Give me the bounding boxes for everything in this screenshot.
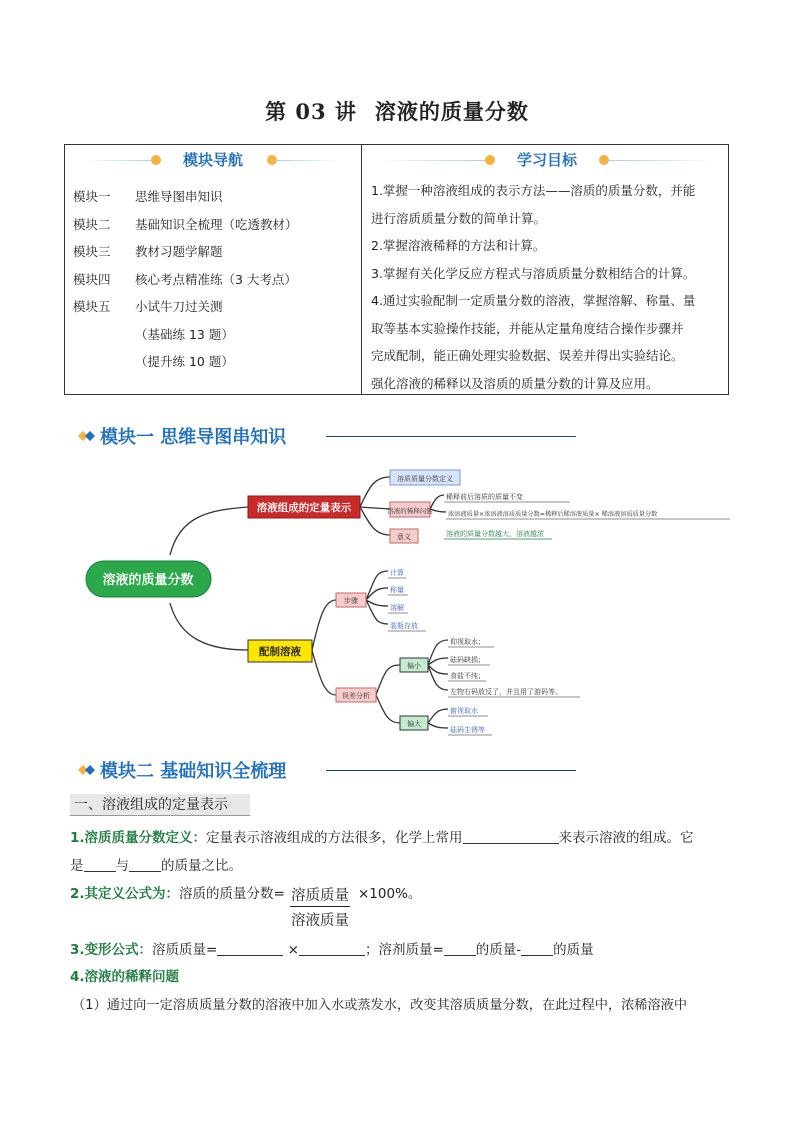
paragraph-label: 1.溶质质量分数定义： <box>70 830 207 846</box>
fill-blank[interactable] <box>444 941 476 956</box>
mindmap-branch-1-label: 溶液组成的定量表示 <box>256 502 352 514</box>
connector-line <box>428 665 448 690</box>
goal-line: 取等基本实验操作技能，并能从定量角度结合操作步骤并 <box>371 320 684 336</box>
paragraph-text: ；溶剂质量= <box>364 942 444 958</box>
mindmap-node-label: 偏大 <box>407 720 421 728</box>
header-line-left <box>377 160 489 161</box>
section-title: 模块二 基础知识全梳理 <box>100 761 287 782</box>
fill-blank[interactable] <box>84 857 116 872</box>
paragraph-label: 4.溶液的稀释问题 <box>70 969 180 985</box>
paragraph-1-cont <box>70 854 242 874</box>
paragraph-label: 2.其定义公式为： <box>70 886 180 902</box>
mindmap-node-label: 误差分析 <box>342 692 370 700</box>
lecture-topic: 溶液的质量分数 <box>374 99 529 124</box>
nav-header-label: 模块导航 <box>182 151 243 169</box>
fraction-denominator: 溶液质量 <box>291 913 349 929</box>
diamond-icon <box>78 429 96 443</box>
mindmap-node-label: 溶质质量分数定义 <box>397 475 453 483</box>
nav-item-key: 模块四 <box>73 271 111 287</box>
connector-line <box>360 477 390 507</box>
paragraph-5: （1）通过向一定溶质质量分数的溶液中加入水或蒸发水，改变其溶质质量分数，在此过程中，浓稀溶液中 <box>72 998 688 1013</box>
paragraph-text: 定量表示溶液组成的方法很多，化学上常用 <box>206 830 463 846</box>
section-header-1 <box>78 423 578 449</box>
goals-header <box>377 149 717 171</box>
nav-item-label: （提升练 10 题） <box>135 354 234 369</box>
paragraph-text: 的质量之比。 <box>161 858 242 874</box>
nav-item[interactable] <box>73 183 298 211</box>
nav-item-label: 核心考点精准练（3 大考点） <box>135 271 297 287</box>
mindmap-node-label: 溶液的稀释问题 <box>387 507 433 515</box>
mindmap-leaf-label: 溶解 <box>390 604 404 612</box>
nav-item-key: 模块二 <box>73 216 111 232</box>
nav-item-key: 模块一 <box>73 189 111 204</box>
mindmap-leaf-label: 左物右码放反了，并且用了游码等。 <box>450 688 562 696</box>
fill-blank[interactable] <box>217 941 283 956</box>
subsection-title: 一、溶液组成的定量表示 <box>70 794 250 816</box>
mindmap-node-label: 步骤 <box>344 597 358 605</box>
goals-header-label: 学习目标 <box>516 151 577 169</box>
paragraph-1 <box>70 826 694 846</box>
nav-item-key: 模块三 <box>73 244 111 259</box>
header-dot-left <box>151 155 161 165</box>
nav-item[interactable] <box>73 266 298 294</box>
mindmap-leaf-label: 装瓶存放 <box>390 622 418 630</box>
header-line-left <box>85 160 155 161</box>
nav-item[interactable] <box>73 211 298 239</box>
page-title <box>0 96 794 126</box>
paragraph-text: 的质量- <box>475 942 522 958</box>
connector-line <box>376 695 400 723</box>
mindmap-leaf-label: 浓溶液质量×浓溶液溶质质量分数=稀释后稀溶液质量× 稀溶液溶质质量分数 <box>448 511 658 518</box>
goal-line: 完成配制，能正确处理实验数据、误差并得出实验结论。 <box>371 348 684 363</box>
mindmap-leaf-label: 计算 <box>390 569 404 577</box>
paragraph-text: × <box>287 942 299 958</box>
mindmap-leaf-label: 稀释前后溶质的质量不变 <box>446 493 523 501</box>
table-divider <box>361 145 362 394</box>
mindmap-leaf-label: 仰视取水； <box>450 638 485 646</box>
header-line-right <box>607 160 717 161</box>
connector-line <box>376 665 400 695</box>
mindmap-leaf-label: 砝码生锈等 <box>450 726 485 734</box>
goal-line: 进行溶质质量分数的简单计算。 <box>371 210 547 226</box>
paragraph-text: 来表示溶液的组成。它 <box>558 830 694 846</box>
paragraph-3 <box>70 938 594 958</box>
goal-line: 4.通过实验配制一定质量分数的溶液，掌握溶解、称量、量 <box>371 293 696 308</box>
mind-map <box>70 455 740 740</box>
fill-blank[interactable] <box>299 941 365 956</box>
nav-header <box>85 149 341 171</box>
nav-item[interactable] <box>73 293 298 321</box>
connector-line <box>428 709 448 723</box>
connector-line <box>428 723 448 728</box>
connector-line <box>170 603 248 650</box>
header-dot-left <box>485 155 495 165</box>
mindmap-node-label: 意义 <box>397 533 411 541</box>
section-rule <box>326 770 576 771</box>
nav-item-label: （基础练 13 题） <box>135 326 234 342</box>
paragraph-text: 的质量 <box>553 942 594 958</box>
mindmap-root-label: 溶液的质量分数 <box>102 573 194 588</box>
connector-line <box>312 650 336 695</box>
mindmap-branch-2-label: 配制溶液 <box>259 646 301 658</box>
mindmap-leaf-label: 俯视取水 <box>450 707 478 715</box>
nav-item-label: 思维导图串知识 <box>135 189 223 204</box>
connector-line <box>366 600 388 624</box>
paragraph-2 <box>70 882 285 902</box>
paragraph-text: 溶质质量= <box>152 942 218 958</box>
nav-item-label: 小试牛刀过关测 <box>135 299 223 314</box>
connector-line <box>360 507 390 535</box>
goal-line: 强化溶液的稀释以及溶质的质量分数的计算及应用。 <box>371 375 659 391</box>
mindmap-leaf-label: 食盐不纯； <box>450 672 485 680</box>
nav-item-label: 基础知识全梳理（吃透教材） <box>135 216 298 232</box>
connector-line <box>428 658 448 665</box>
connector-line <box>312 600 336 650</box>
nav-item-key: 模块五 <box>73 299 111 314</box>
fill-blank[interactable] <box>463 829 559 844</box>
paragraph-4 <box>70 965 179 985</box>
fill-blank[interactable] <box>521 941 553 956</box>
header-line-right <box>275 160 341 161</box>
section-title: 模块一 思维导图串知识 <box>100 427 287 448</box>
connector-line <box>360 507 390 509</box>
lecture-number: 第 03 讲 <box>265 99 357 124</box>
connector-line <box>170 507 248 555</box>
overview-table <box>64 144 729 395</box>
nav-item-label: 教材习题学解题 <box>135 244 223 259</box>
connector-line <box>428 640 448 665</box>
mindmap-leaf-label: 砝码缺损； <box>450 656 485 664</box>
goal-line: 1.掌握一种溶液组成的表示方法——溶质的质量分数，并能 <box>371 183 696 198</box>
goals-list <box>371 177 721 397</box>
nav-item-sub[interactable] <box>73 321 298 349</box>
fraction-numerator: 溶质质量 <box>290 884 350 907</box>
section-header-2 <box>78 757 578 783</box>
section-rule <box>326 436 576 437</box>
connector-line <box>366 588 388 600</box>
mindmap-leaf-label: 称量 <box>390 586 404 594</box>
paragraph-text: 与 <box>115 858 129 874</box>
fraction-formula <box>290 884 350 930</box>
paragraph-label: 3.变形公式： <box>70 942 153 958</box>
nav-list <box>73 183 298 376</box>
nav-item[interactable] <box>73 238 298 266</box>
mindmap-leaf-label: 溶液的质量分数越大，溶液越浓 <box>446 530 544 538</box>
mindmap-node-label: 偏小 <box>407 662 421 670</box>
nav-item-sub[interactable] <box>73 348 298 376</box>
formula-suffix: ×100%。 <box>358 886 422 902</box>
goal-line: 2.掌握溶液稀释的方法和计算。 <box>371 238 546 253</box>
fill-blank[interactable] <box>129 857 161 872</box>
goal-line: 3.掌握有关化学反应方程式与溶质质量分数相结合的计算。 <box>371 265 696 281</box>
paragraph-text: 是 <box>70 858 84 874</box>
diamond-icon <box>78 763 96 777</box>
paragraph-text: 溶质的质量分数= <box>179 886 285 902</box>
